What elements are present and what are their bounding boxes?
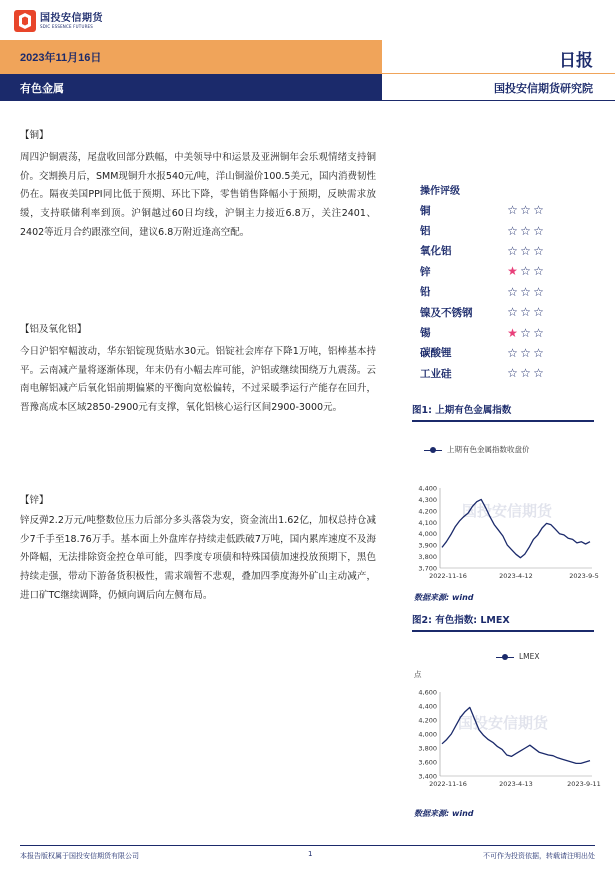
y-tick-label: 4,400: [418, 702, 437, 711]
ratings-title: 操作评级: [420, 186, 460, 197]
figure-2-legend: [496, 652, 540, 661]
star-empty-icon: ☆: [533, 203, 544, 218]
star-empty-icon: ☆: [507, 305, 518, 320]
header-divider: [382, 100, 615, 101]
legend-line-marker-icon: [424, 446, 442, 454]
star-empty-icon: ☆: [533, 223, 544, 238]
rating-row: [420, 220, 590, 240]
y-tick-label: 3,700: [418, 564, 437, 573]
figure-2-title: 图2: 有色指数: LMEX: [412, 615, 510, 626]
logo-english: SDIC ESSENCE FUTURES: [40, 23, 94, 29]
report-date: 2023年11月16日: [20, 52, 102, 64]
y-tick-label: 4,100: [418, 518, 437, 527]
section-text-copper: 周四沪铜震荡，尾盘收回部分跌幅，中美领导中和运景及亚洲铜年会乐观情绪支持铜价。交割换月后，SMM现铜升水报540元/吨，洋山铜溢价100.5美元，国内消费韧性仍在。隔夜美国PPI同比低于预期、环比下降，零售销售降幅小于预期，反映需求放缓，支持联储利率到顶。沪铜越过60日均线，沪铜主力接近6.8万，关注2401、2402等近月合约跟涨空间，建议6.8万附近逢高空配。: [20, 152, 376, 238]
star-empty-icon: ☆: [520, 305, 531, 320]
star-filled-icon: ★: [507, 325, 518, 340]
rating-name: 氧化铝: [420, 245, 452, 258]
y-tick-label: 4,000: [418, 730, 437, 739]
y-tick-label: 3,800: [418, 553, 437, 562]
rating-stars: [506, 264, 545, 278]
x-tick-label: 2023-9-5: [569, 572, 599, 580]
rating-row: [420, 282, 590, 302]
y-tick-label: 4,200: [418, 716, 437, 725]
y-tick-label: 3,400: [418, 772, 437, 781]
star-empty-icon: ☆: [507, 345, 518, 360]
star-filled-icon: ★: [507, 264, 518, 279]
rating-stars: [506, 346, 545, 360]
rating-name: 碳酸锂: [420, 347, 452, 360]
figure-2-chart: [412, 684, 601, 796]
star-empty-icon: ☆: [507, 243, 518, 258]
figure-2-watermark: 国投安信期货: [458, 714, 549, 732]
section-heading-aluminium: 【铝及氧化铝】: [20, 324, 87, 335]
figure-1-legend: [424, 444, 530, 455]
section-title: 有色金属: [20, 82, 64, 95]
figure-2-unit: 点: [414, 670, 422, 679]
x-tick-label: 2023-4-12: [499, 572, 533, 580]
rating-row: [420, 241, 590, 261]
rating-row: [420, 343, 590, 363]
star-empty-icon: ☆: [520, 223, 531, 238]
figure-2-source: 数据来源: wind: [414, 809, 474, 818]
rating-row: [420, 363, 590, 383]
rating-name: 锌: [420, 265, 431, 278]
star-empty-icon: ☆: [520, 345, 531, 360]
star-empty-icon: ☆: [507, 223, 518, 238]
rating-row: [420, 322, 590, 342]
rating-name: 镍及不锈钢: [420, 306, 473, 319]
figure-1-rule: [412, 420, 594, 422]
footer-disclaimer: 不可作为投资依据，转载请注明出处: [483, 852, 595, 860]
section-heading-copper: 【铜】: [20, 130, 49, 141]
star-empty-icon: ☆: [533, 305, 544, 320]
rating-stars: [506, 244, 545, 258]
star-empty-icon: ☆: [533, 325, 544, 340]
rating-stars: [506, 305, 545, 319]
rating-name: 铝: [420, 225, 431, 238]
x-tick-label: 2022-11-16: [429, 572, 467, 580]
star-empty-icon: ☆: [533, 345, 544, 360]
y-tick-label: 4,300: [418, 495, 437, 504]
y-tick-label: 4,200: [418, 507, 437, 516]
star-empty-icon: ☆: [533, 264, 544, 279]
star-empty-icon: ☆: [533, 243, 544, 258]
figure-1-source: 数据来源: wind: [414, 593, 474, 602]
logo-name: 国投安信期货: [40, 12, 103, 24]
y-tick-label: 3,600: [418, 758, 437, 767]
rating-name: 锡: [420, 327, 431, 340]
rating-row: [420, 302, 590, 322]
star-empty-icon: ☆: [520, 366, 531, 381]
y-tick-label: 4,000: [418, 530, 437, 539]
figure-1-watermark: 国投安信期货: [462, 502, 553, 520]
rating-row: [420, 261, 590, 281]
star-empty-icon: ☆: [507, 284, 518, 299]
institute-name: 国投安信期货研究院: [494, 82, 593, 95]
y-tick-label: 4,400: [418, 484, 437, 493]
report-type: 日报: [559, 51, 593, 71]
figure-2-legend-label: LMEX: [519, 652, 540, 661]
star-empty-icon: ☆: [507, 203, 518, 218]
rating-name: 铜: [420, 204, 431, 217]
star-empty-icon: ☆: [533, 366, 544, 381]
x-tick-label: 2023-9-11: [567, 780, 601, 788]
rating-stars: [506, 203, 545, 217]
figure-2-rule: [412, 630, 594, 632]
y-tick-label: 4,600: [418, 688, 437, 697]
section-text-zinc: 锌反弹2.2万元/吨整数位压力后部分多头落袋为安，资金流出1.62亿，加权总持仓减少7千手至18.76万手。基本面上外盘库存持续走低跌破7万吨，国内累库速度不及海外降幅，无法排除资金控仓单可能，四季度专项债和特殊国债加速投放预期下，黑色持续走强，带动下游备货积极性，需求端暂不悲观，叠加四季度海外矿山主动减产，进口矿TC继续调降，仍倾向调后向左侧布局。: [20, 515, 376, 601]
rating-stars: [506, 285, 545, 299]
star-empty-icon: ☆: [533, 284, 544, 299]
rating-name: 铅: [420, 286, 431, 299]
star-empty-icon: ☆: [507, 366, 518, 381]
star-empty-icon: ☆: [520, 284, 531, 299]
ratings-panel: [420, 182, 590, 384]
footer-divider: [20, 845, 595, 846]
x-tick-label: 2023-4-13: [499, 780, 533, 788]
rating-stars: [506, 326, 545, 340]
legend-line-marker-icon: [496, 653, 514, 661]
star-empty-icon: ☆: [520, 264, 531, 279]
rating-stars: [506, 224, 545, 238]
y-tick-label: 3,800: [418, 744, 437, 753]
section-heading-zinc: 【锌】: [20, 495, 49, 506]
rating-stars: [506, 366, 545, 380]
y-tick-label: 3,900: [418, 541, 437, 550]
rating-row: [420, 200, 590, 220]
company-logo: [14, 10, 103, 32]
star-empty-icon: ☆: [520, 203, 531, 218]
figure-1-legend-label: 上期有色金属指数收盘价: [447, 445, 530, 454]
logo-icon: [14, 10, 36, 32]
rating-name: 工业硅: [420, 367, 452, 380]
section-text-aluminium: 今日沪铝窄幅波动，华东铝锭现货贴水30元。铝锭社会库存下降1万吨，铝棒基本持平。云南减产量将逐渐体现，年末仍有小幅去库可能，沪铝或继续围绕万九震荡。云南电解铝减产后氧化铝前期偏紧的平衡向宽松偏转，不过采暖季运行产能存在回升，晋豫高成本区域2850-2900元有支撑，氧化铝核心运行区间2900-3000元。: [20, 346, 376, 414]
figure-1-chart: [412, 478, 599, 584]
figure-1-title: 图1: 上期有色金属指数: [412, 405, 512, 416]
star-empty-icon: ☆: [520, 243, 531, 258]
x-tick-label: 2022-11-16: [429, 780, 467, 788]
star-empty-icon: ☆: [520, 325, 531, 340]
footer-copyright: 本报告版权属于国投安信期货有限公司: [20, 852, 139, 860]
page-number: 1: [308, 850, 313, 858]
